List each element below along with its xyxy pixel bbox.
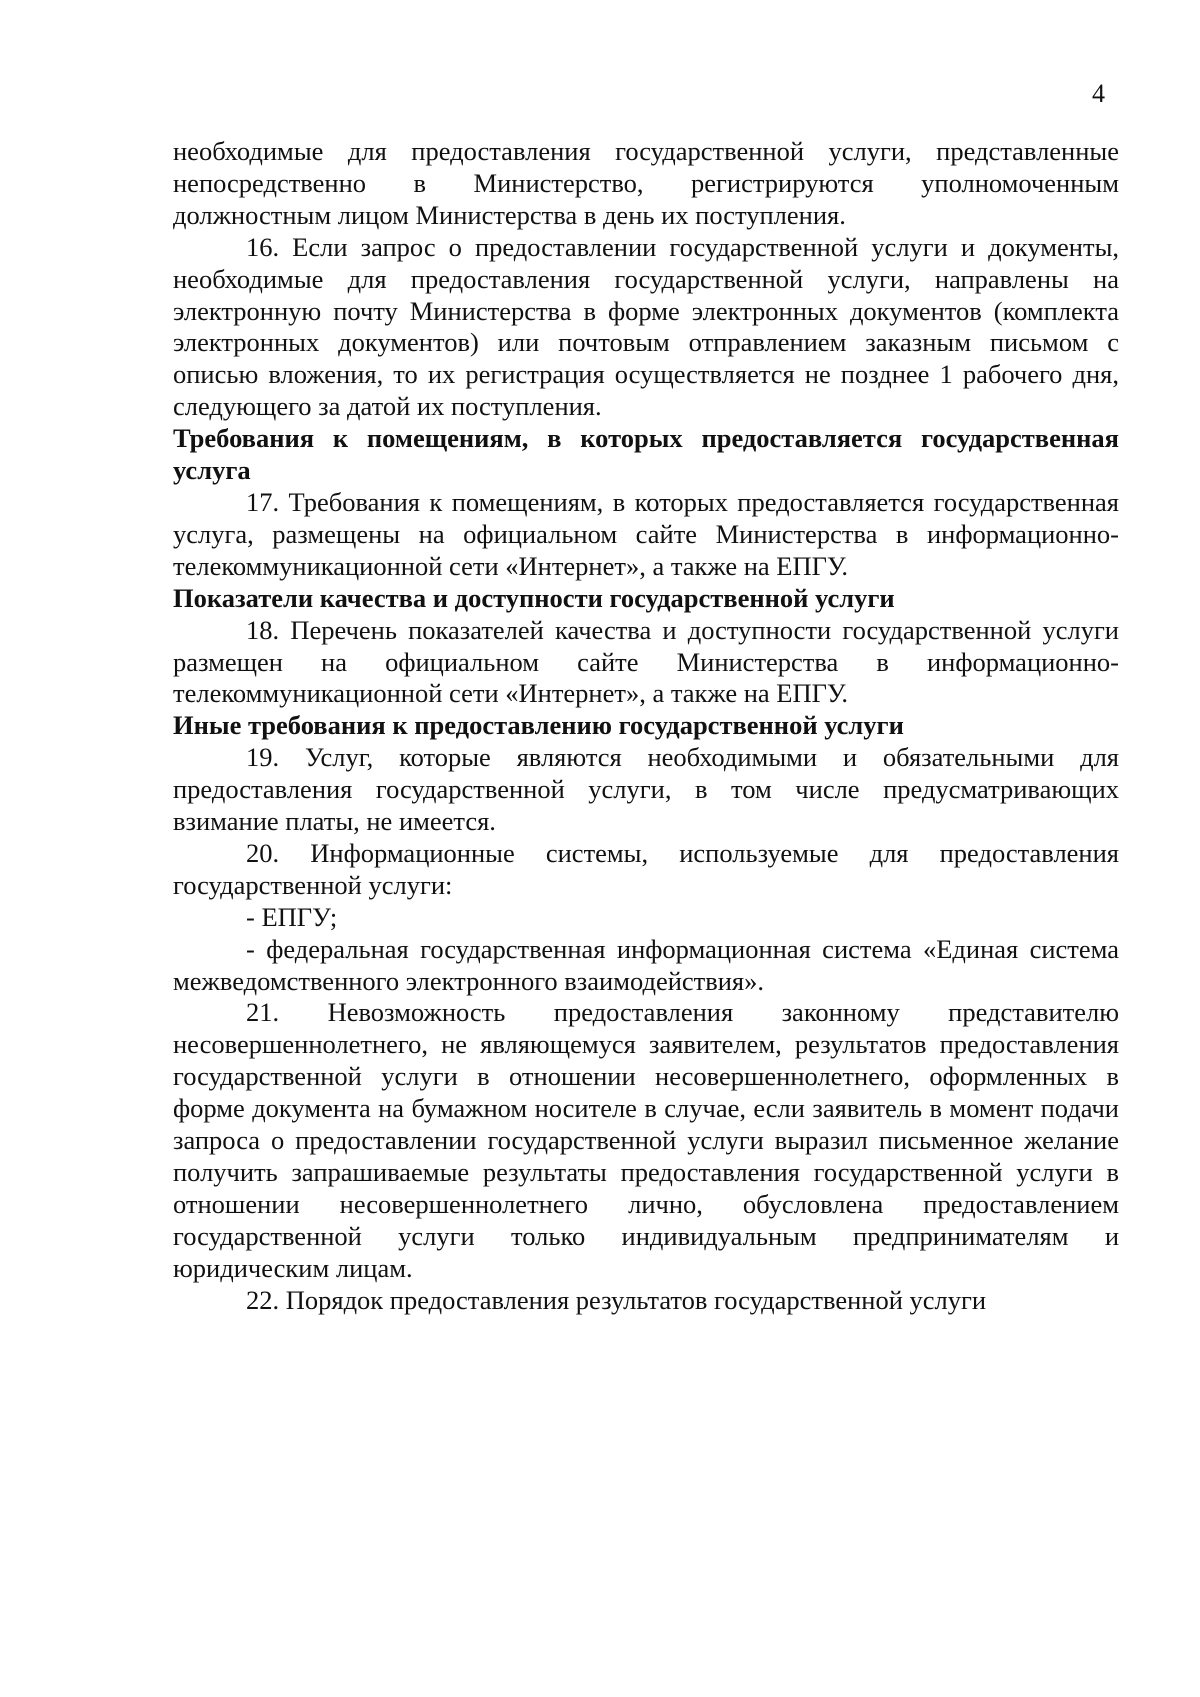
heading-other-requirements: Иные требования к предоставлению государственной услуги	[173, 710, 904, 741]
heading-quality-indicators: Показатели качества и доступности государственной услуги	[173, 582, 895, 613]
list-item-epgu: - ЕПГУ;	[246, 901, 338, 932]
paragraph-22: 22. Порядок предоставления результатов государственной услуги	[246, 1284, 987, 1315]
paragraph-21: 21. Невозможность предоставления законному представителю несовершеннолетнего, не являющемуся заявителем, результатов предоставления государственной услуги в отношении несовершеннолетнего, оформленных в форме документа на бумажном носителе в случае, если заявитель в момент подачи запроса о предоставлении государственной услуги выразил письменное желание получить запрашиваемые результаты предоставления государственной услуги в отношении несовершеннолетнего лично, обусловлена предоставлением государственной услуги только индивидуальным предпринимателям и юридическим лицам.	[173, 997, 1119, 1283]
paragraph-continuation: необходимые для предоставления государственной услуги, представленные непосредственно в Министерство, регистрируются уполномоченным должностным лицом Министерства в день их поступления.	[173, 136, 1119, 230]
paragraph-19: 19. Услуг, которые являются необходимыми и обязательными для предоставления государственной услуги, в том числе предусматривающих взимание платы, не имеется.	[173, 742, 1119, 837]
document-body	[173, 136, 1119, 1317]
paragraph-17: 17. Требования к помещениям, в которых предоставляется государственная услуга, размещены на официальном сайте Министерства в информационно-телекоммуникационной сети «Интернет», а также на ЕПГУ.	[173, 486, 1119, 581]
paragraph-18: 18. Перечень показателей качества и доступности государственной услуги размещен на официальном сайте Министерства в информационно-телекоммуникационной сети «Интернет», а также на ЕПГУ.	[173, 614, 1119, 709]
page-number: 4	[1092, 79, 1105, 108]
paragraph-16: 16. Если запрос о предоставлении государственной услуги и документы, необходимые для предоставления государственной услуги, направлены на электронную почту Министерства в форме электронных документов (комплекта электронных документов) или почтовым отправлением заказным письмом с описью вложения, то их регистрация осуществляется не позднее 1 рабочего дня, следующего за датой их поступления.	[173, 231, 1119, 422]
list-item-smev: - федеральная государственная информационная система «Единая система межведомственного электронного взаимодействия».	[173, 933, 1119, 996]
heading-premises-requirements: Требования к помещениям, в которых предоставляется государственная услуга	[173, 423, 1119, 486]
paragraph-20: 20. Информационные системы, используемые для предоставления государственной услуги:	[173, 837, 1119, 900]
